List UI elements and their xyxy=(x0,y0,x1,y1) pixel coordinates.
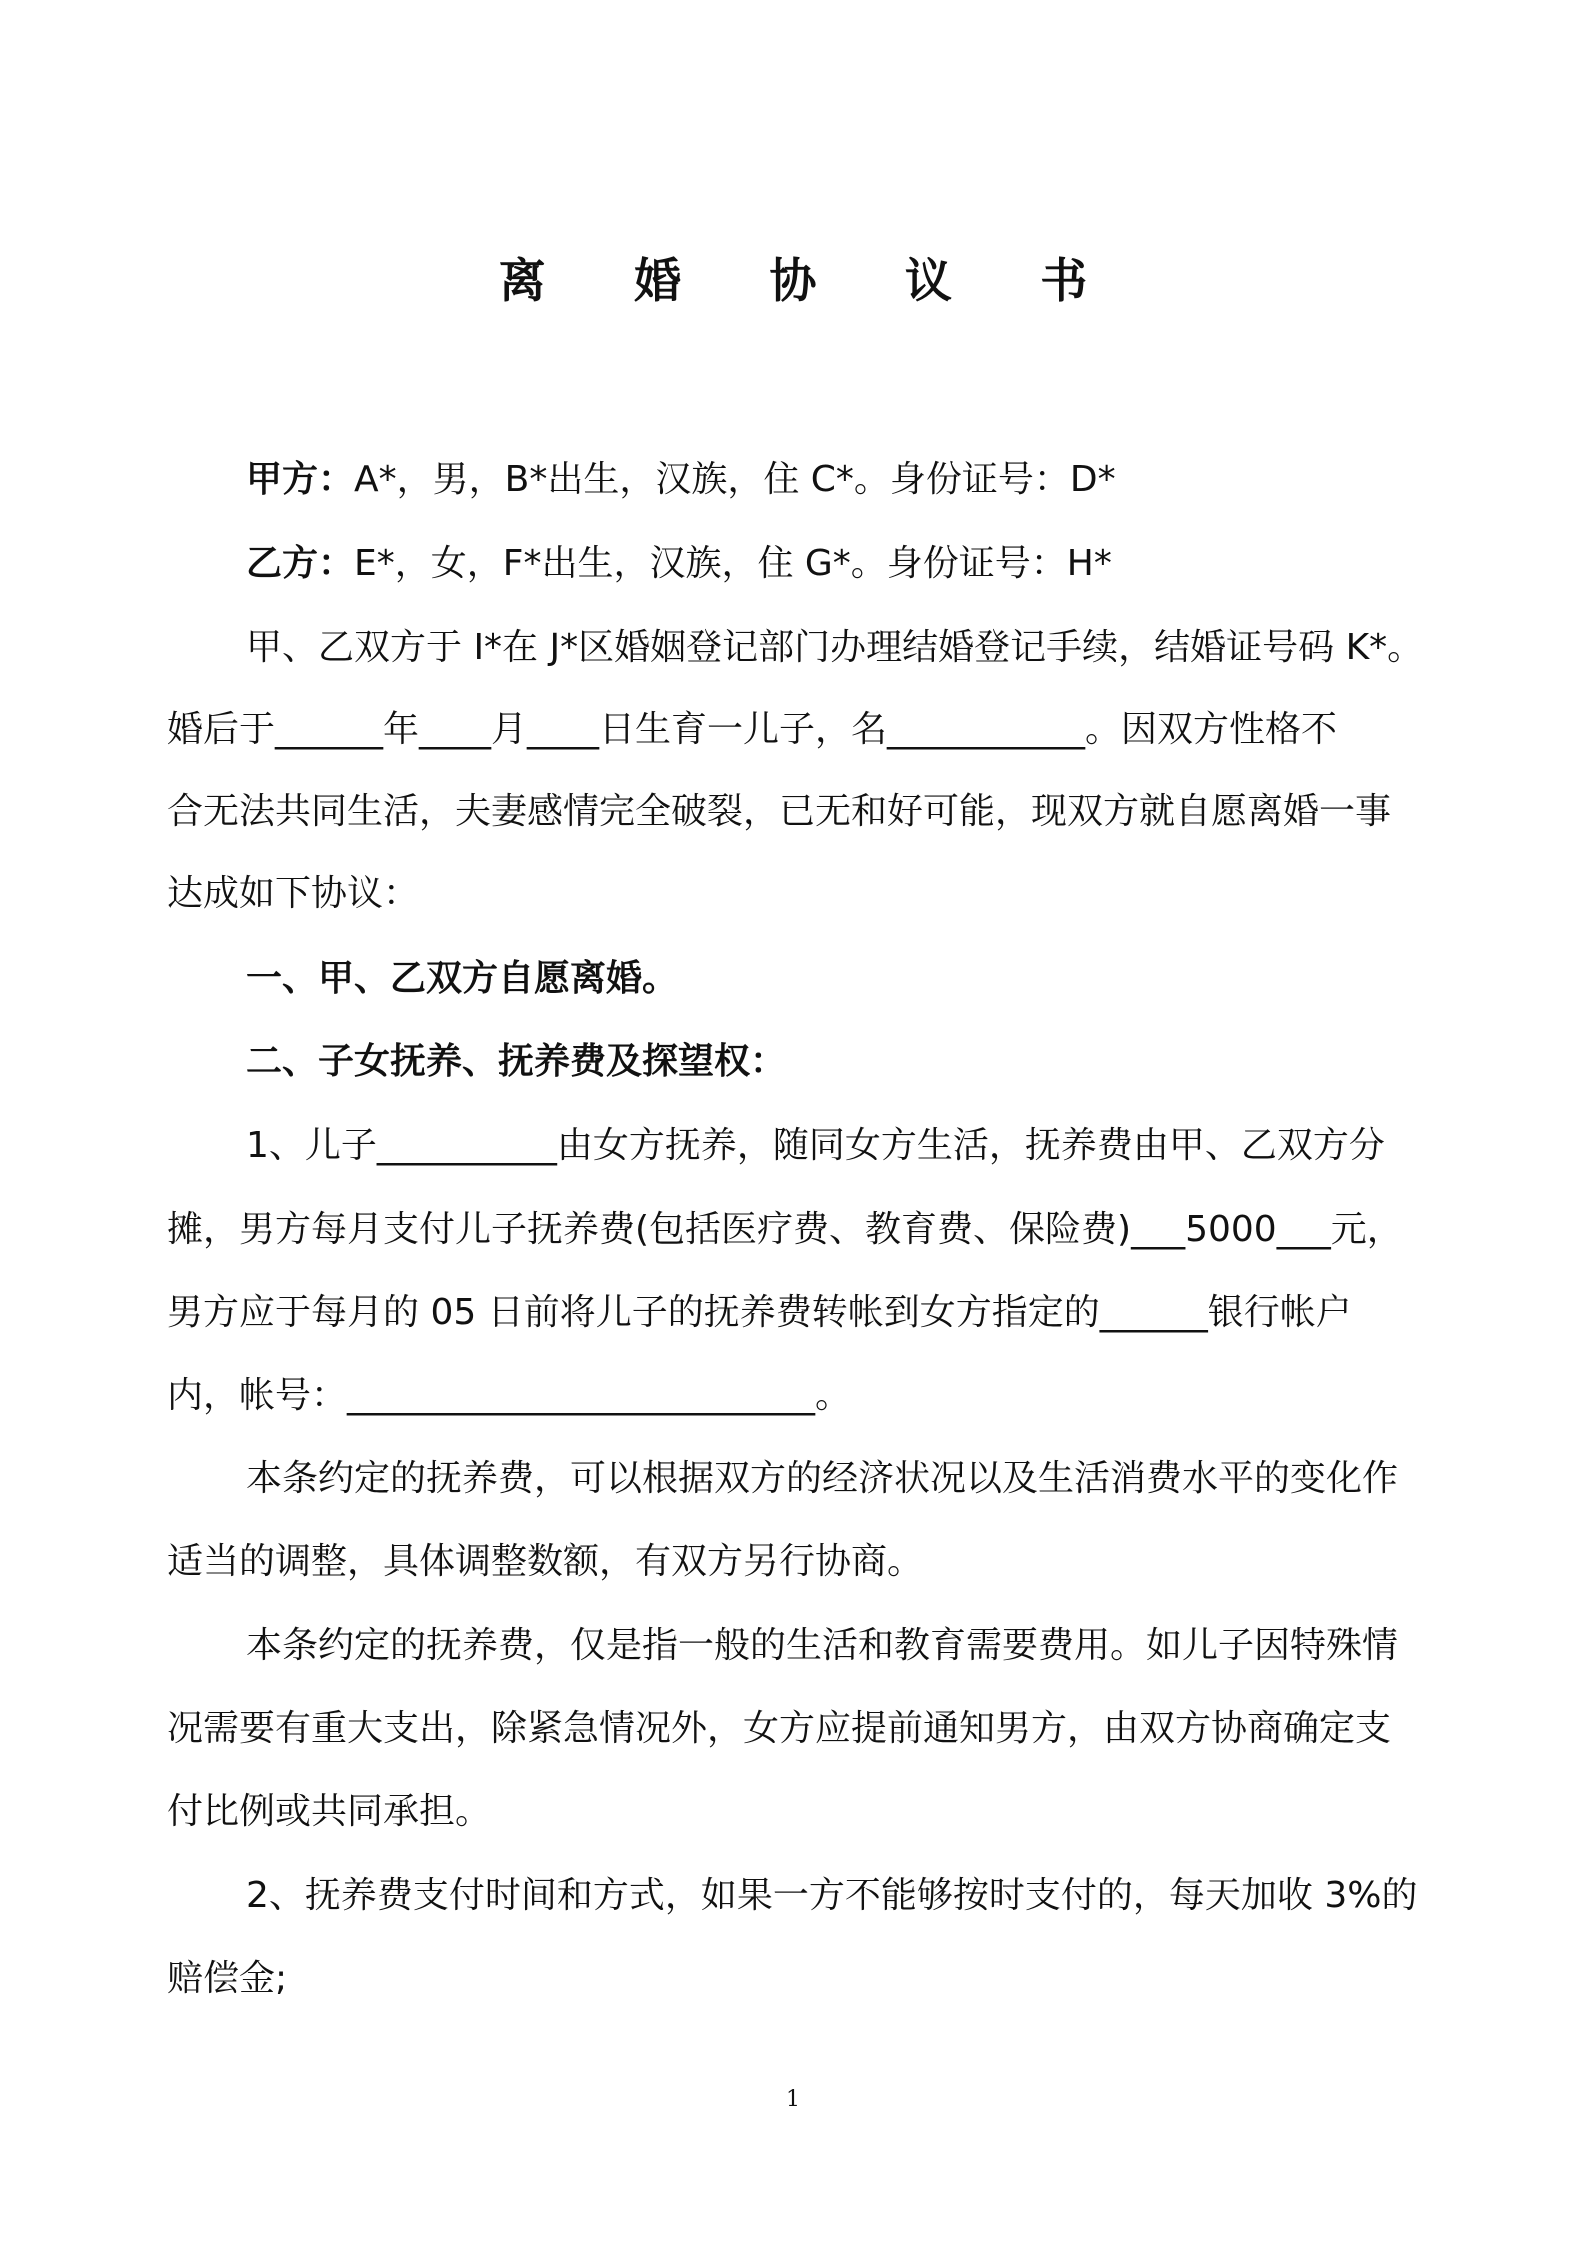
clause-2-heading: 二、子女抚养、抚养费及探望权： xyxy=(246,1041,787,1082)
party-a-text: A*，男，B*出生，汉族，住 C*。身份证号：D* xyxy=(354,459,1116,500)
clause-1-heading: 一、甲、乙双方自愿离婚。 xyxy=(246,958,679,999)
item-1-line: 内，帐号：__________________________。 xyxy=(167,1375,852,1416)
page-number: 1 xyxy=(786,2087,800,2112)
item-1-line: 男方应于每月的 05 日前将儿子的抚养费转帐到女方指定的______银行帐户 xyxy=(167,1292,1352,1333)
item-1-line: 1、儿子__________由女方抚养，随同女方生活，抚养费由甲、乙双方分 xyxy=(246,1125,1385,1166)
adjustment-paragraph-line: 本条约定的抚养费，可以根据双方的经济状况以及生活消费水平的变化作 xyxy=(246,1458,1399,1499)
special-expense-paragraph-line: 本条约定的抚养费，仅是指一般的生活和教育需要费用。如儿子因特殊情 xyxy=(246,1625,1399,1666)
intro-line: 甲、乙双方于 I*在 J*区婚姻登记部门办理结婚登记手续，结婚证号码 K*。 xyxy=(246,627,1424,668)
special-expense-paragraph-line: 况需要有重大支出，除紧急情况外，女方应提前通知男方，由双方协商确定支 xyxy=(167,1708,1392,1749)
party-b-text: E*，女，F*出生，汉族，住 G*。身份证号：H* xyxy=(354,543,1112,584)
party-a-line xyxy=(246,456,1116,504)
item-1-line: 摊，男方每月支付儿子抚养费(包括医疗费、教育费、保险费)___5000___元， xyxy=(167,1209,1403,1250)
intro-line: 婚后于______年____月____日生育一儿子，名___________。因双方性格不 xyxy=(167,709,1338,750)
item-2-line: 赔偿金; xyxy=(167,1958,288,1999)
adjustment-paragraph-line: 适当的调整，具体调整数额，有双方另行协商。 xyxy=(167,1541,924,1582)
document-title: 离 婚 协 议 书 xyxy=(498,254,1124,309)
party-b-label: 乙方： xyxy=(246,543,355,584)
intro-line: 达成如下协议： xyxy=(167,873,420,914)
item-2-line: 2、抚养费支付时间和方式，如果一方不能够按时支付的，每天加收 3%的 xyxy=(246,1875,1418,1916)
party-b-line xyxy=(246,540,1112,588)
special-expense-paragraph-line: 付比例或共同承担。 xyxy=(167,1791,492,1832)
party-a-label: 甲方： xyxy=(246,459,355,500)
intro-line: 合无法共同生活，夫妻感情完全破裂，已无和好可能，现双方就自愿离婚一事 xyxy=(167,791,1392,832)
